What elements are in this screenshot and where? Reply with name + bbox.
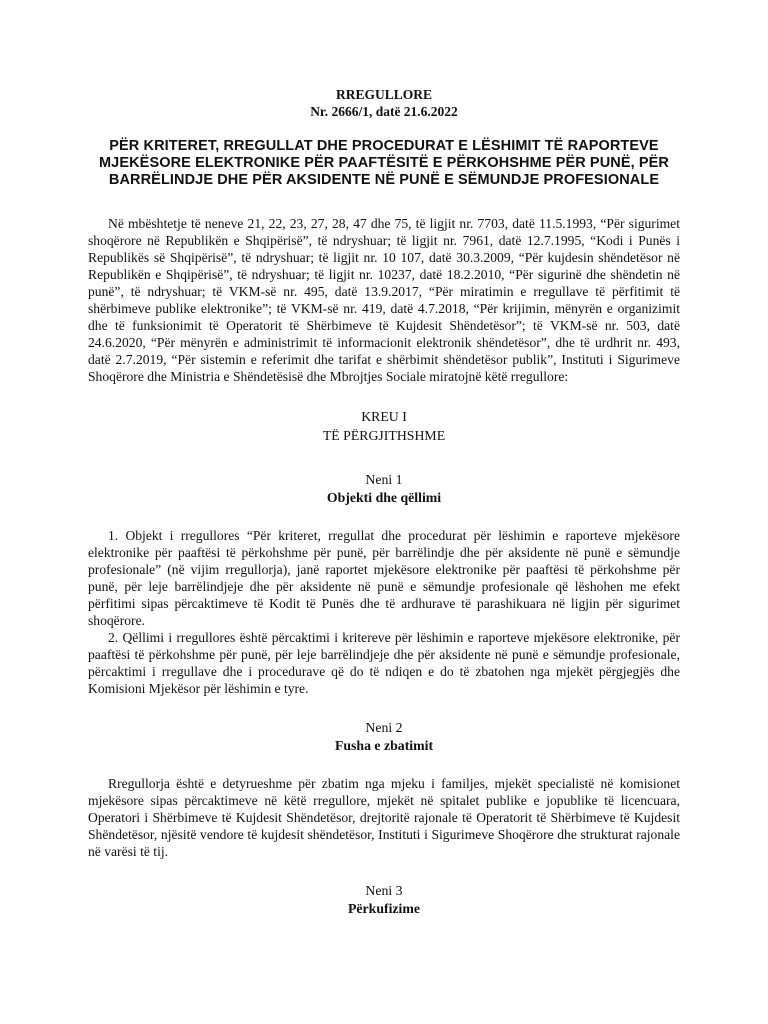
preamble-paragraph: Në mbështetje të neneve 21, 22, 23, 27, 28, 47 dhe 75, të ligjit nr. 7703, datë 11.5.1993, “Për sigurimet shoqërore në Republikën e Shqipërisë”, të ndryshuar; të ligjit nr. 7961, datë 12.7.1995, “Kodi i Punës i Republikës së Shqipërisë”, të ndryshuar; të ligjit nr. 10 107, datë 30.3.2009, “Për kujdesin shëndetësor në Republikën e Shqipërisë”, të ndryshuar; të ligjit nr. 10237, datë 18.2.2010, “Për sigurinë dhe shëndetin në punë”, të ndryshuar; të VKM-së nr. 495, datë 13.9.2017, “Për miratimin e rregullave të përfitimit të shërbimeve publike elektronike”; të VKM-së nr. 419, datë 4.7.2018, “Për krijimin, mënyrën e organizimit dhe të funksionimit të Operatorit të Shërbimeve të Kujdesit Shëndetësor”; të VKM-së nr. 503, datë 24.6.2020, “Për mënyrën e administrimit të informacionit elektronik shëndetësor”, dhe të urdhrit nr. 493, datë 2.7.2019, “Për sistemin e referimit dhe tarifat e shërbimit shëndetësor publik”, Instituti i Sigurimeve Shoqërore dhe Ministria e Shëndetësisë dhe Mbrojtjes Sociale miratojnë këtë rregullore: [88,216,680,384]
article-paragraph: 2. Qëllimi i rregullores është përcaktimi i kritereve për lëshimin e raporteve mjekësore elektronike, për paaftësi të përkohshme për punë, për leje barrëlindjeje dhe për aksidente në punë e sëmundje profesionale, përcaktimi i rregullave dhe i procedurave që do të ndiqen e do të zbatohen nga mjekët përgjegjës dhe Komisioni Mjekësor për lëshimin e tyre. [88,630,680,696]
article-paragraph: 1. Objekt i rregullores “Për kriteret, rregullat dhe procedurat për lëshimin e raporteve mjekësore elektronike për paaftësi të përkohshme për punë, për barrëlindje dhe për aksidente në punë e sëmundje profesionale” (në vijim rregullorja), janë raportet mjekësore elektronike për paaftësi të përkohshme për punë, për leje barrëlindjeje dhe për aksidente në punë e sëmundje profesionale që lëshohen me efekt përfitimi sipas përcaktimeve të Kodit të Punës dhe të ardhurave të parashikuara në ligjin për sigurimet shoqërore. [88,528,680,628]
chapter-label: KREU I [361,409,407,424]
chapter-name: TË PËRGJITHSHME [322,428,446,443]
article-title: Përkufizime [347,901,421,916]
article-number: Neni 2 [365,720,403,735]
document-body [88,86,680,918]
document-number: Nr. 2666/1, datë 21.6.2022 [310,104,458,119]
article-title: Objekti dhe qëllimi [326,490,442,505]
article-number: Neni 1 [365,472,403,487]
document-heading: PËR KRITERET, RREGULLAT DHE PROCEDURAT E LËSHIMIT TË RAPORTEVE MJEKËSORE ELEKTRONIKE PËR PAAFTËSITË E PËRKOHSHME PËR PUNË, PËR BARRËLINDJE DHE PËR AKSIDENTE NË PUNË E SËMUNDJE PROFESIONALE [98,138,669,188]
article-number: Neni 3 [365,883,403,898]
article-title: Fusha e zbatimit [334,738,434,753]
document-title: RREGULLORE [335,87,433,102]
article-paragraph: Rregullorja është e detyrueshme për zbatim nga mjeku i familjes, mjekët specialistë në komisionet mjekësore sipas përcaktimeve në këtë rregullore, mjekët në spitalet publike e jopublike të licencuara, Operatori i Shërbimeve të Kujdesit Shëndetësor, drejtoritë rajonale të Operatorit të Shërbimeve të Kujdesit Shëndetësor, njësitë vendore të kujdesit shëndetësor, Instituti i Sigurimeve Shoqërore dhe strukturat rajonale në varësi të tij. [88,776,680,859]
